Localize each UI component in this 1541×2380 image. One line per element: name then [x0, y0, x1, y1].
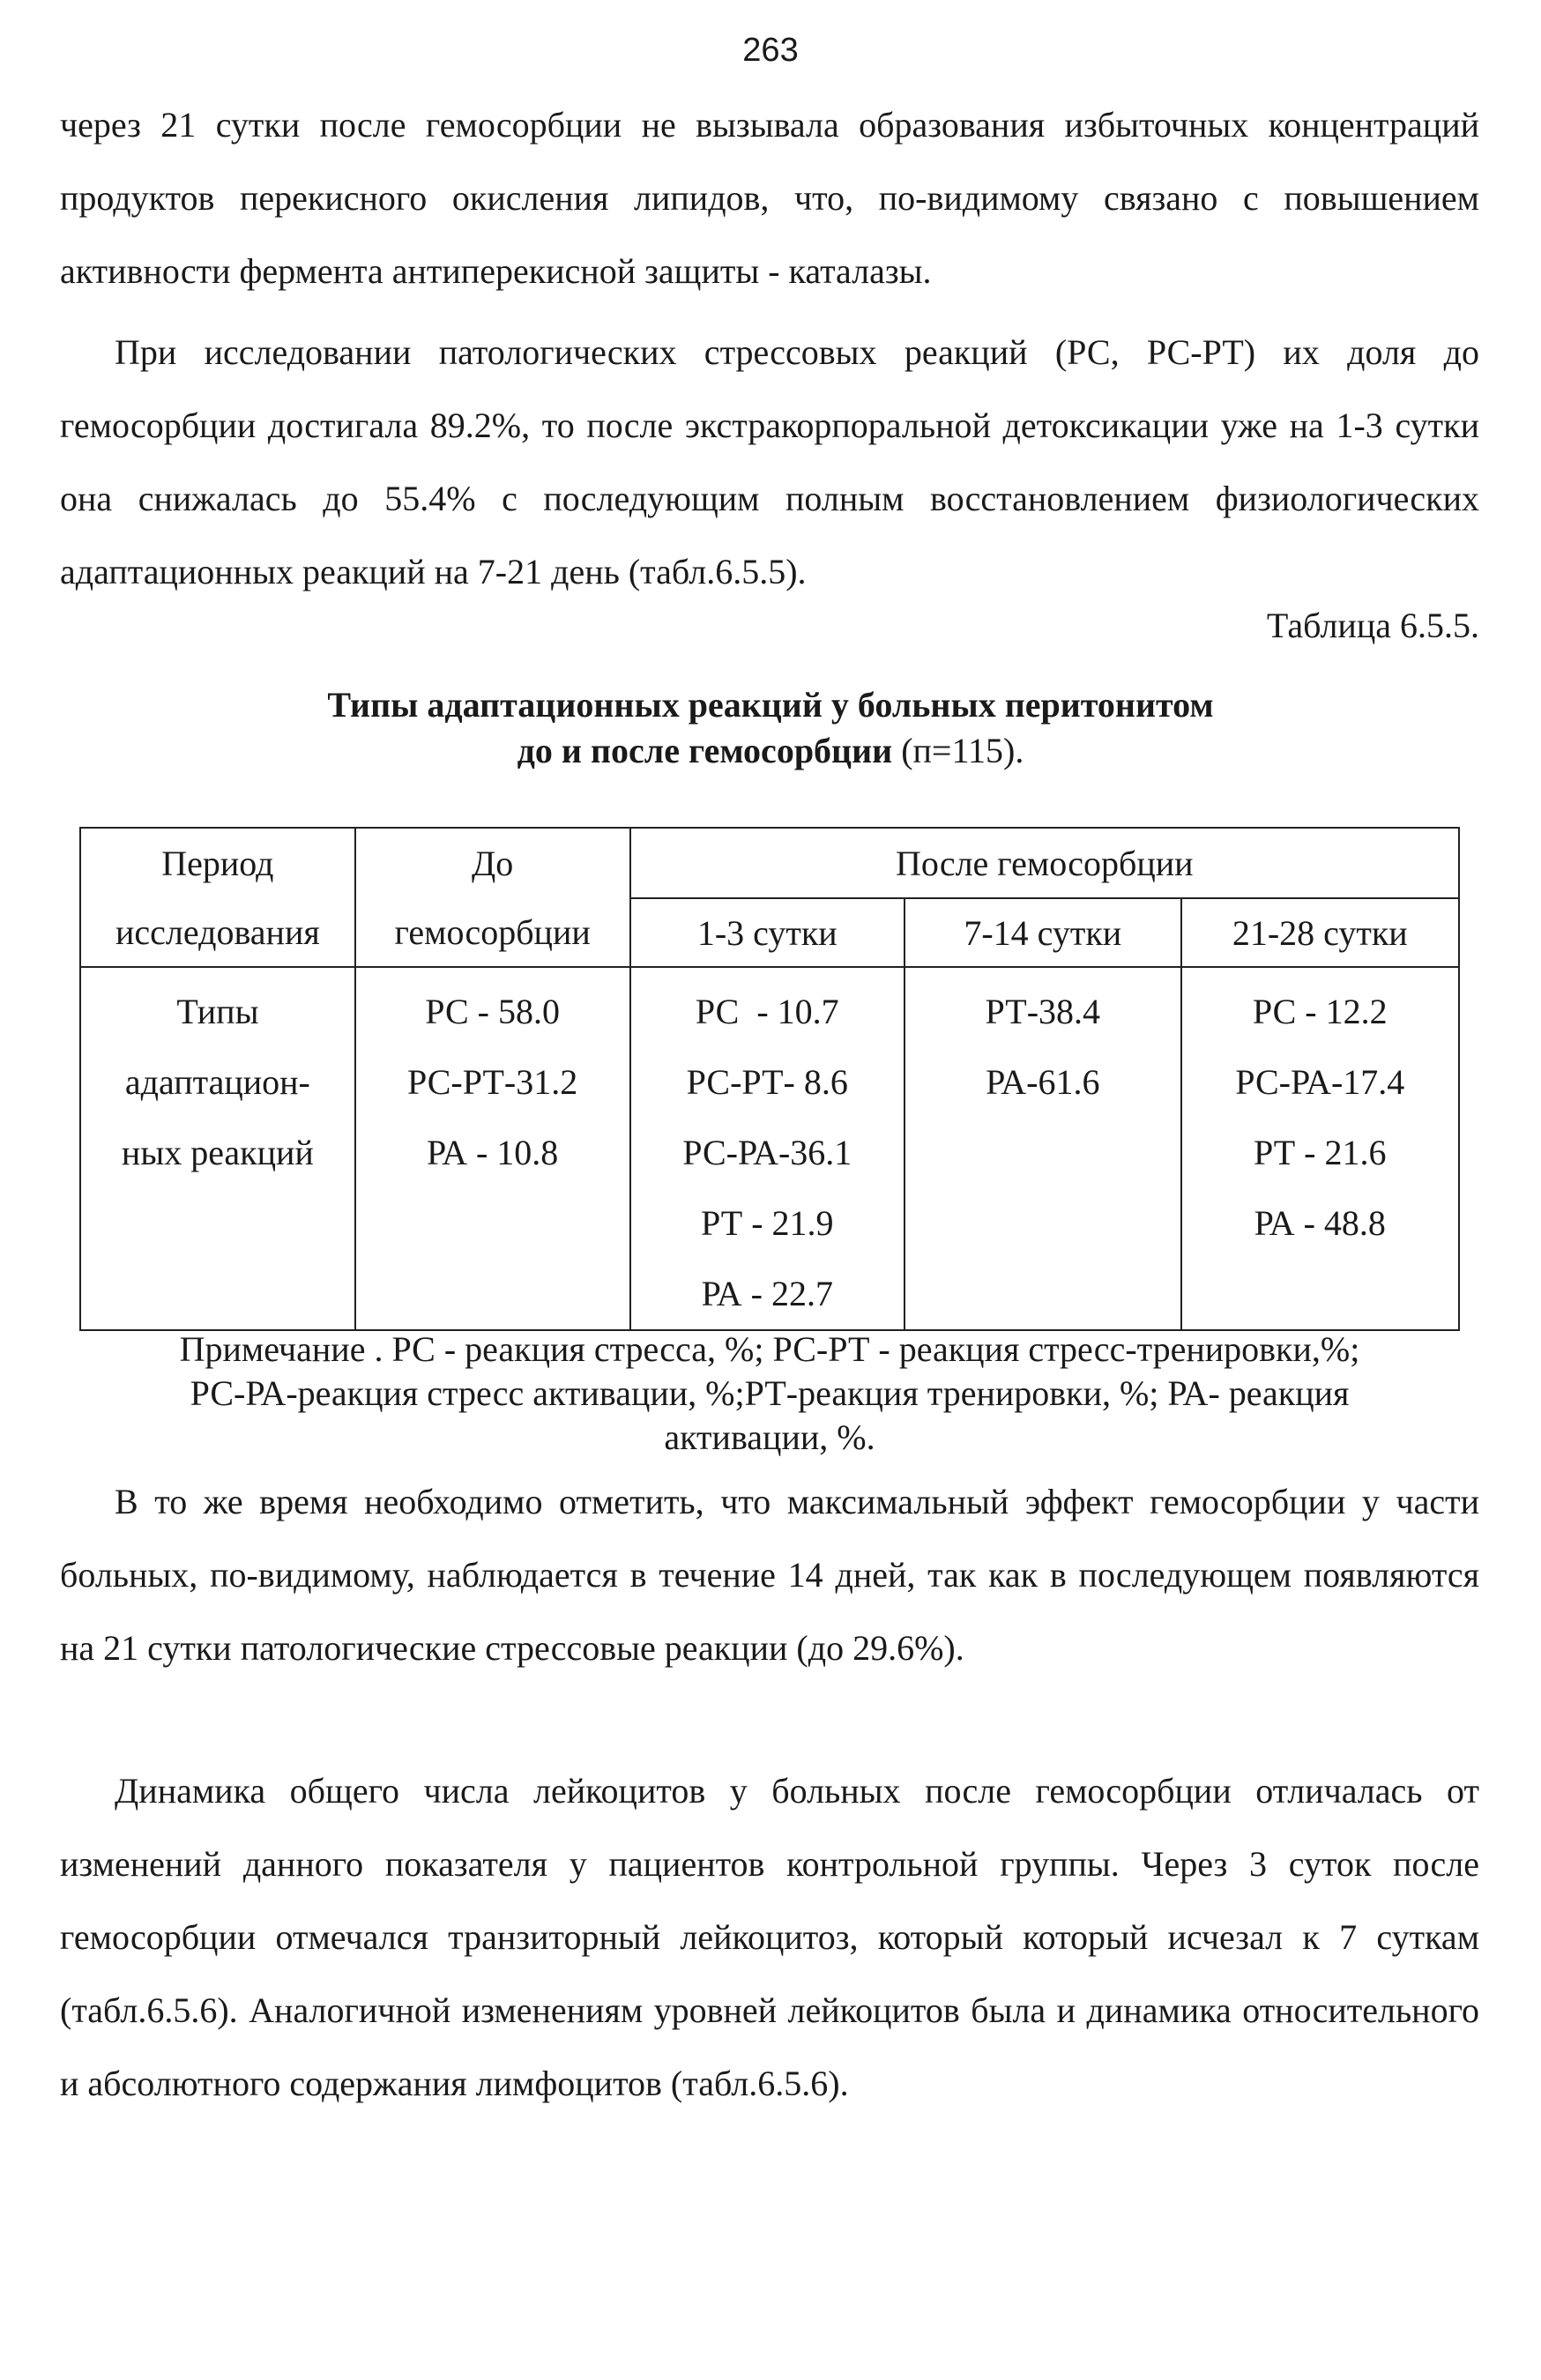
table-title-line2: до и после гемосорбции (п=115). — [517, 731, 1024, 770]
header-period-2: исследования — [80, 898, 355, 967]
paragraph-4-text: Динамика общего числа лейкоцитов у больных после гемосорбции отличалась от изменений данного показателя у пациентов контрольной группы. Через 3 суток после гемосорбции отмечался транзиторный лейкоцитоз, который который исчезал к 7 суткам (табл.6.5.6). Аналогичной изменениям уровней лейкоцитов была и динамика относительного и абсолютного содержания лимфоцитов (табл.6.5.6). — [60, 1771, 1479, 2103]
row-label-line: адаптацион- — [124, 1062, 310, 1102]
cell-value: РС - 58.0 — [425, 992, 560, 1031]
paragraph-1 — [60, 88, 1479, 308]
cell-days-7-14 — [904, 967, 1180, 1330]
header-before: До — [355, 828, 630, 898]
note-line: активации, %. — [664, 1417, 875, 1457]
cell-value: РА - 10.8 — [426, 1133, 559, 1172]
cell-value: РС-РА-17.4 — [1235, 1062, 1405, 1102]
header-period: Период — [80, 828, 355, 898]
row-label — [80, 967, 355, 1330]
page-number: 263 — [742, 32, 799, 69]
row-label-line: ных реакций — [121, 1133, 314, 1172]
cell-value: РС-РТ-31.2 — [407, 1062, 578, 1102]
cell-value: РС-РА-36.1 — [682, 1133, 852, 1172]
table-label: Таблица 6.5.5. — [1266, 606, 1479, 645]
paragraph-4 — [60, 1754, 1479, 2120]
paragraph-2 — [60, 316, 1479, 608]
cell-days-1-3 — [630, 967, 905, 1330]
cell-value: РТ - 21.9 — [701, 1203, 834, 1243]
header-before-2: гемосорбции — [355, 898, 630, 967]
cell-value: РТ-38.4 — [985, 992, 1101, 1031]
table-title-line1: Типы адаптационных реакций у больных перитонитом — [327, 685, 1214, 725]
header-days-1-3: 1-3 сутки — [630, 898, 905, 967]
cell-value: РС-РТ- 8.6 — [686, 1062, 848, 1102]
note-line: Примечание . РС - реакция стресса, %; РС-РТ - реакция стресс-тренировки,%; — [179, 1329, 1360, 1369]
header-days-7-14: 7-14 сутки — [904, 898, 1180, 967]
adaptation-table — [79, 827, 1460, 1331]
table-note — [60, 1328, 1479, 1460]
cell-value: РС - 12.2 — [1252, 992, 1388, 1031]
cell-value: РА - 48.8 — [1254, 1203, 1386, 1243]
header-days-21-28: 21-28 сутки — [1181, 898, 1459, 967]
cell-days-21-28 — [1181, 967, 1459, 1330]
cell-value: РА - 22.7 — [701, 1274, 833, 1313]
row-label-line: Типы — [176, 992, 259, 1031]
header-after: После гемосорбции — [630, 828, 1460, 898]
cell-value: РС - 10.7 — [695, 992, 839, 1031]
cell-value: РА-61.6 — [986, 1062, 1100, 1102]
note-line: РС-РА-реакция стресс активации, %;РТ-реакция тренировки, %; РА- реакция — [190, 1373, 1350, 1413]
paragraph-3 — [60, 1465, 1479, 1685]
paragraph-2-text: При исследовании патологических стрессовых реакций (РС, РС-РТ) их доля до гемосорбции достигала 89.2%, то после экстракорпоральной детоксикации уже на 1-3 сутки она снижалась до 55.4% с последующим полным восстановлением физиологических адаптационных реакций на 7-21 день (табл.6.5.5). — [60, 332, 1479, 591]
cell-before — [355, 967, 630, 1330]
paragraph-1-text: через 21 сутки после гемосорбции не вызывала образования избыточных концентраций продуктов перекисного окисления липидов, что, по-видимому связано с повышением активности фермента антиперекисной защиты - каталазы. — [60, 105, 1479, 291]
paragraph-3-text: В то же время необходимо отметить, что максимальный эффект гемосорбции у части больных, по-видимому, наблюдается в течение 14 дней, так как в последующем появляются на 21 сутки патологические стрессовые реакции (до 29.6%). — [60, 1482, 1479, 1668]
cell-value: РТ - 21.6 — [1254, 1133, 1387, 1172]
